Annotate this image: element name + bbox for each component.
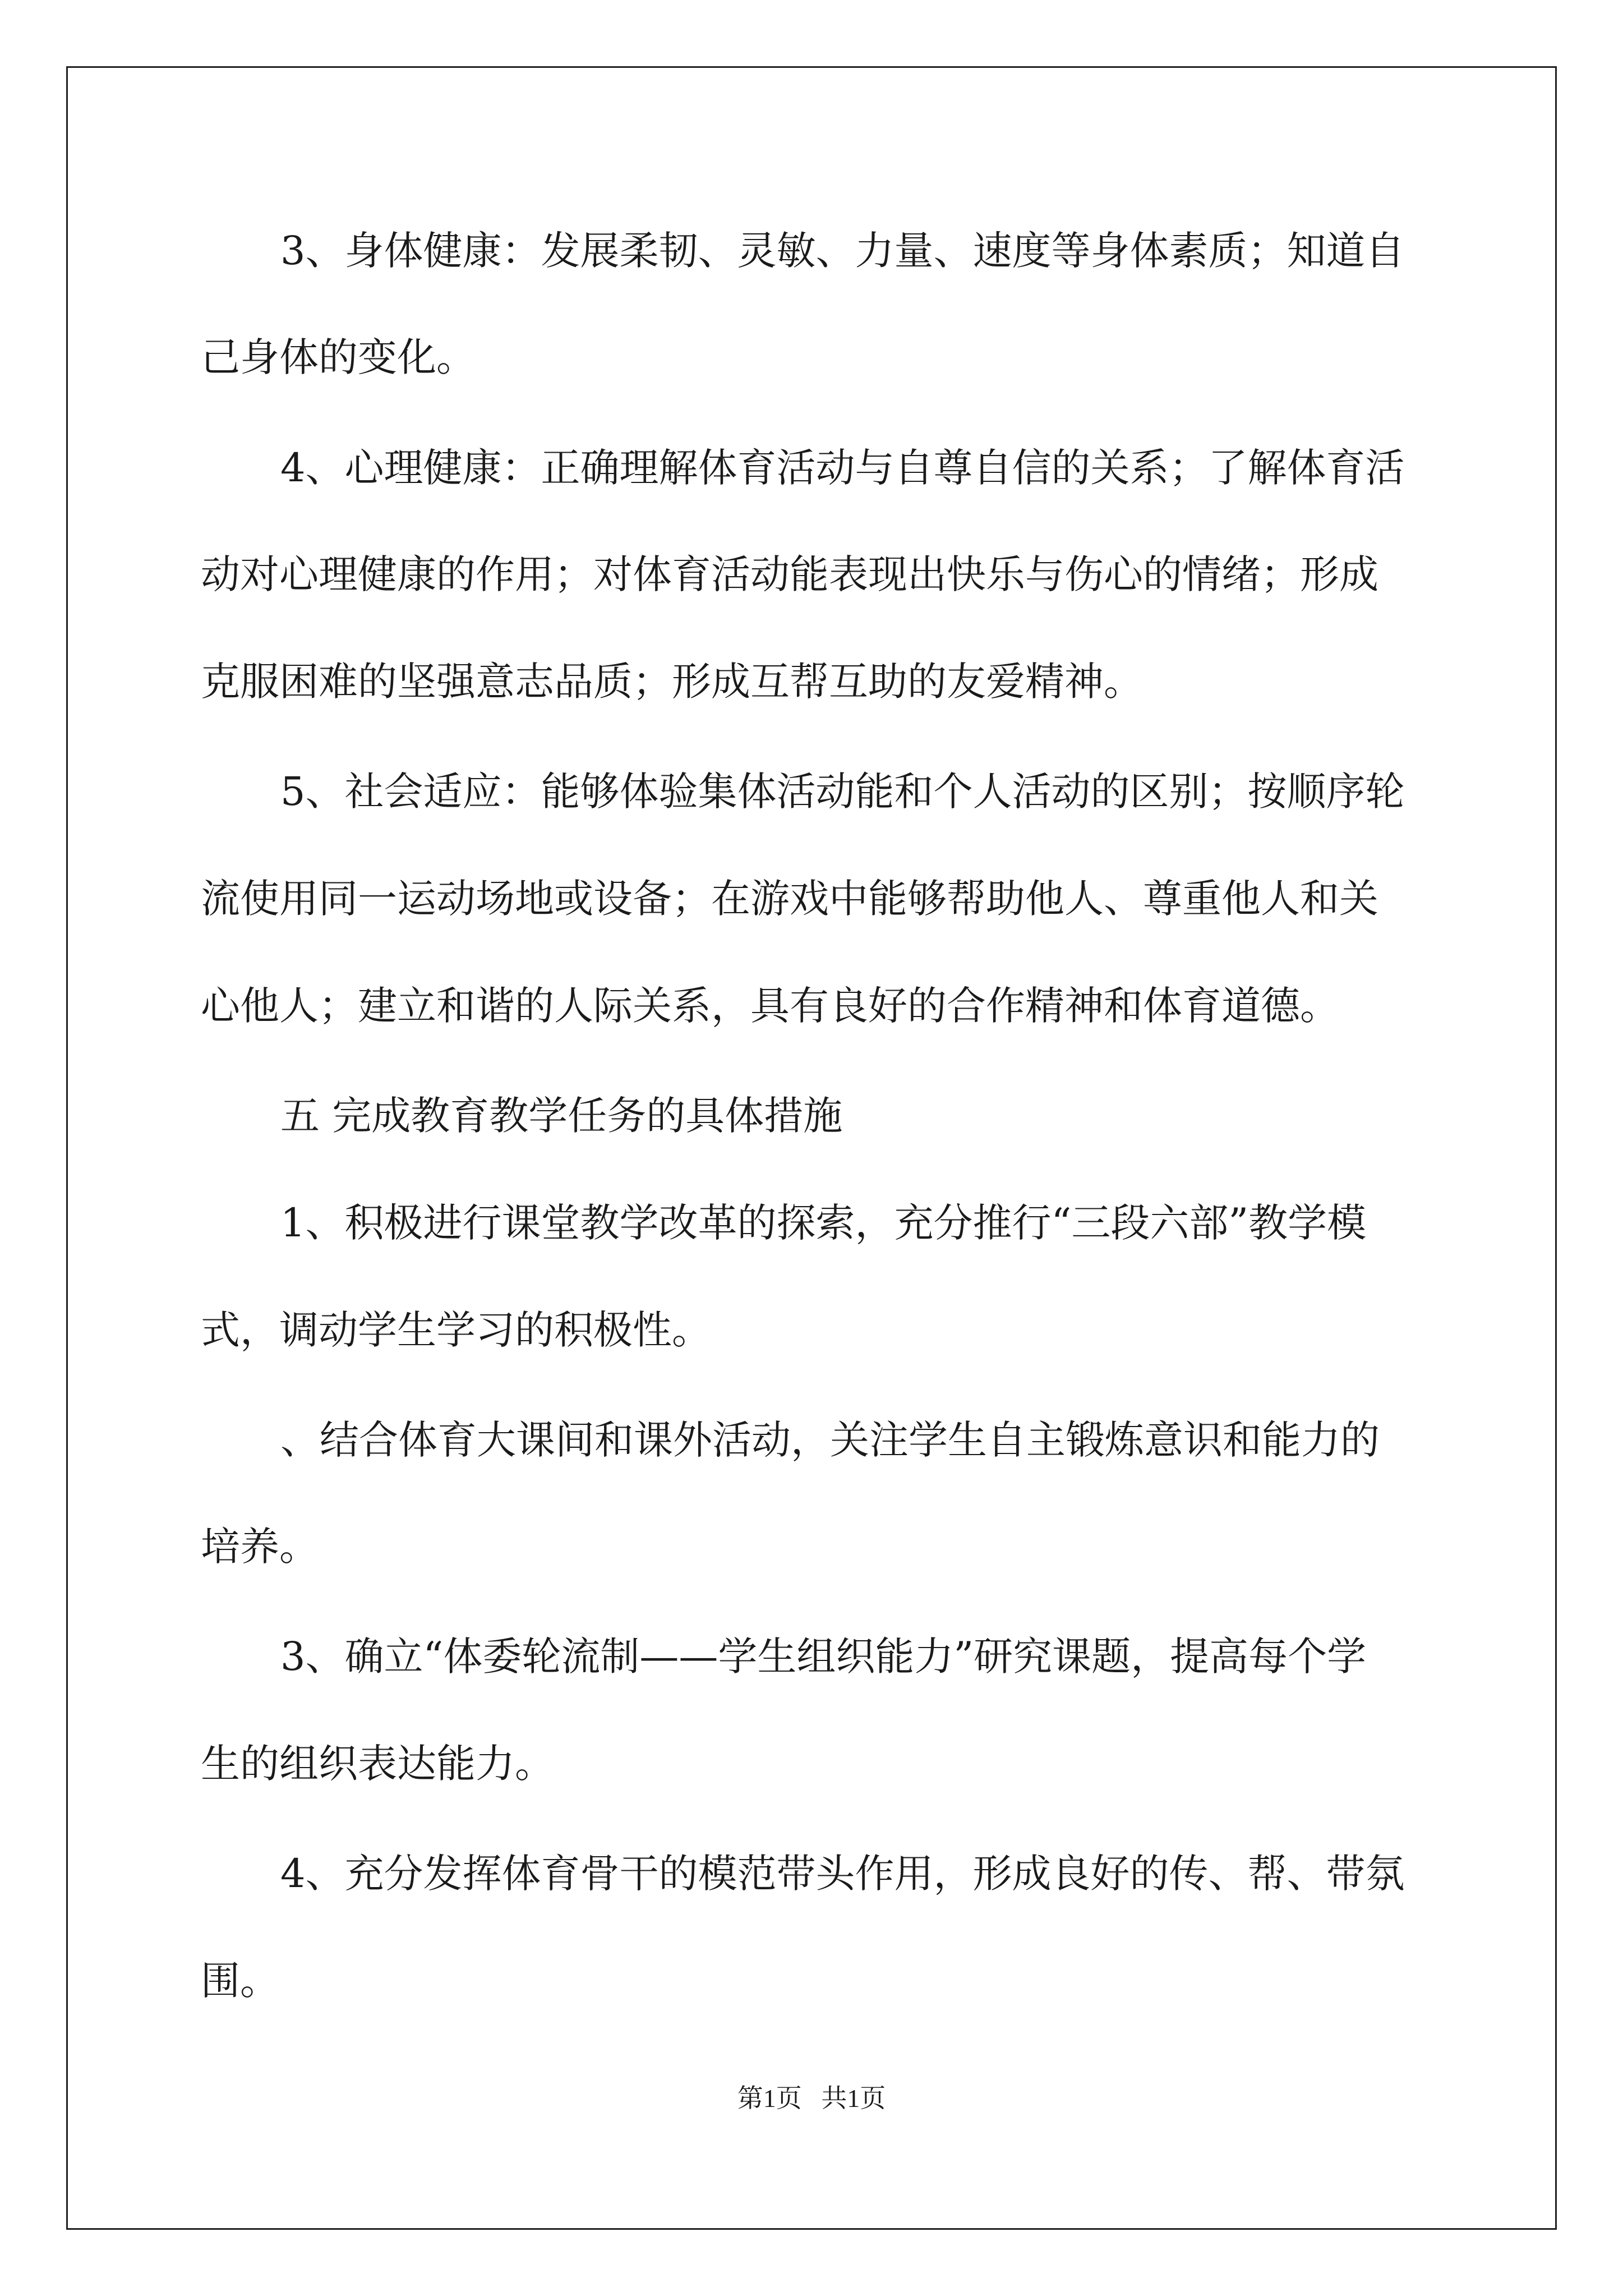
paragraph-line: 生的组织表达能力。 [201,1741,554,1787]
paragraph-line: 、结合体育大课间和课外活动，关注学生自主锻炼意识和能力的 [280,1417,1380,1463]
paragraph-line: 围。 [201,1958,279,2004]
paragraph-line: 1、积极进行课堂教学改革的探索，充分推行“三段六部”教学模 [280,1200,1367,1246]
page-border [66,66,1557,2230]
paragraph-line: 4、心理健康：正确理解体育活动与自尊自信的关系；了解体育活 [280,445,1405,491]
section-heading: 五 完成教育教学任务的具体措施 [280,1093,843,1139]
paragraph-line: 4、充分发挥体育骨干的模范带头作用，形成良好的传、帮、带氛 [280,1851,1405,1897]
paragraph-line: 流使用同一运动场地或设备；在游戏中能够帮助他人、尊重他人和关 [201,876,1378,922]
paragraph-line: 3、身体健康：发展柔韧、灵敏、力量、速度等身体素质；知道自 [280,228,1405,274]
paragraph-line: 式，调动学生学习的积极性。 [201,1307,711,1353]
paragraph-line: 心他人；建立和谐的人际关系，具有良好的合作精神和体育道德。 [201,983,1339,1029]
page-footer: 第1页 共1页 [737,2084,886,2113]
paragraph-line: 5、社会适应：能够体验集体活动能和个人活动的区别；按顺序轮 [280,769,1405,815]
paragraph-line: 己身体的变化。 [201,334,476,380]
paragraph-line: 克服困难的坚强意志品质；形成互帮互助的友爱精神。 [201,659,1143,705]
paragraph-line: 3、确立“体委轮流制——学生组织能力”研究课题，提高每个学 [280,1634,1367,1680]
paragraph-line: 动对心理健康的作用；对体育活动能表现出快乐与伤心的情绪；形成 [201,551,1378,597]
paragraph-line: 培养。 [201,1524,319,1570]
